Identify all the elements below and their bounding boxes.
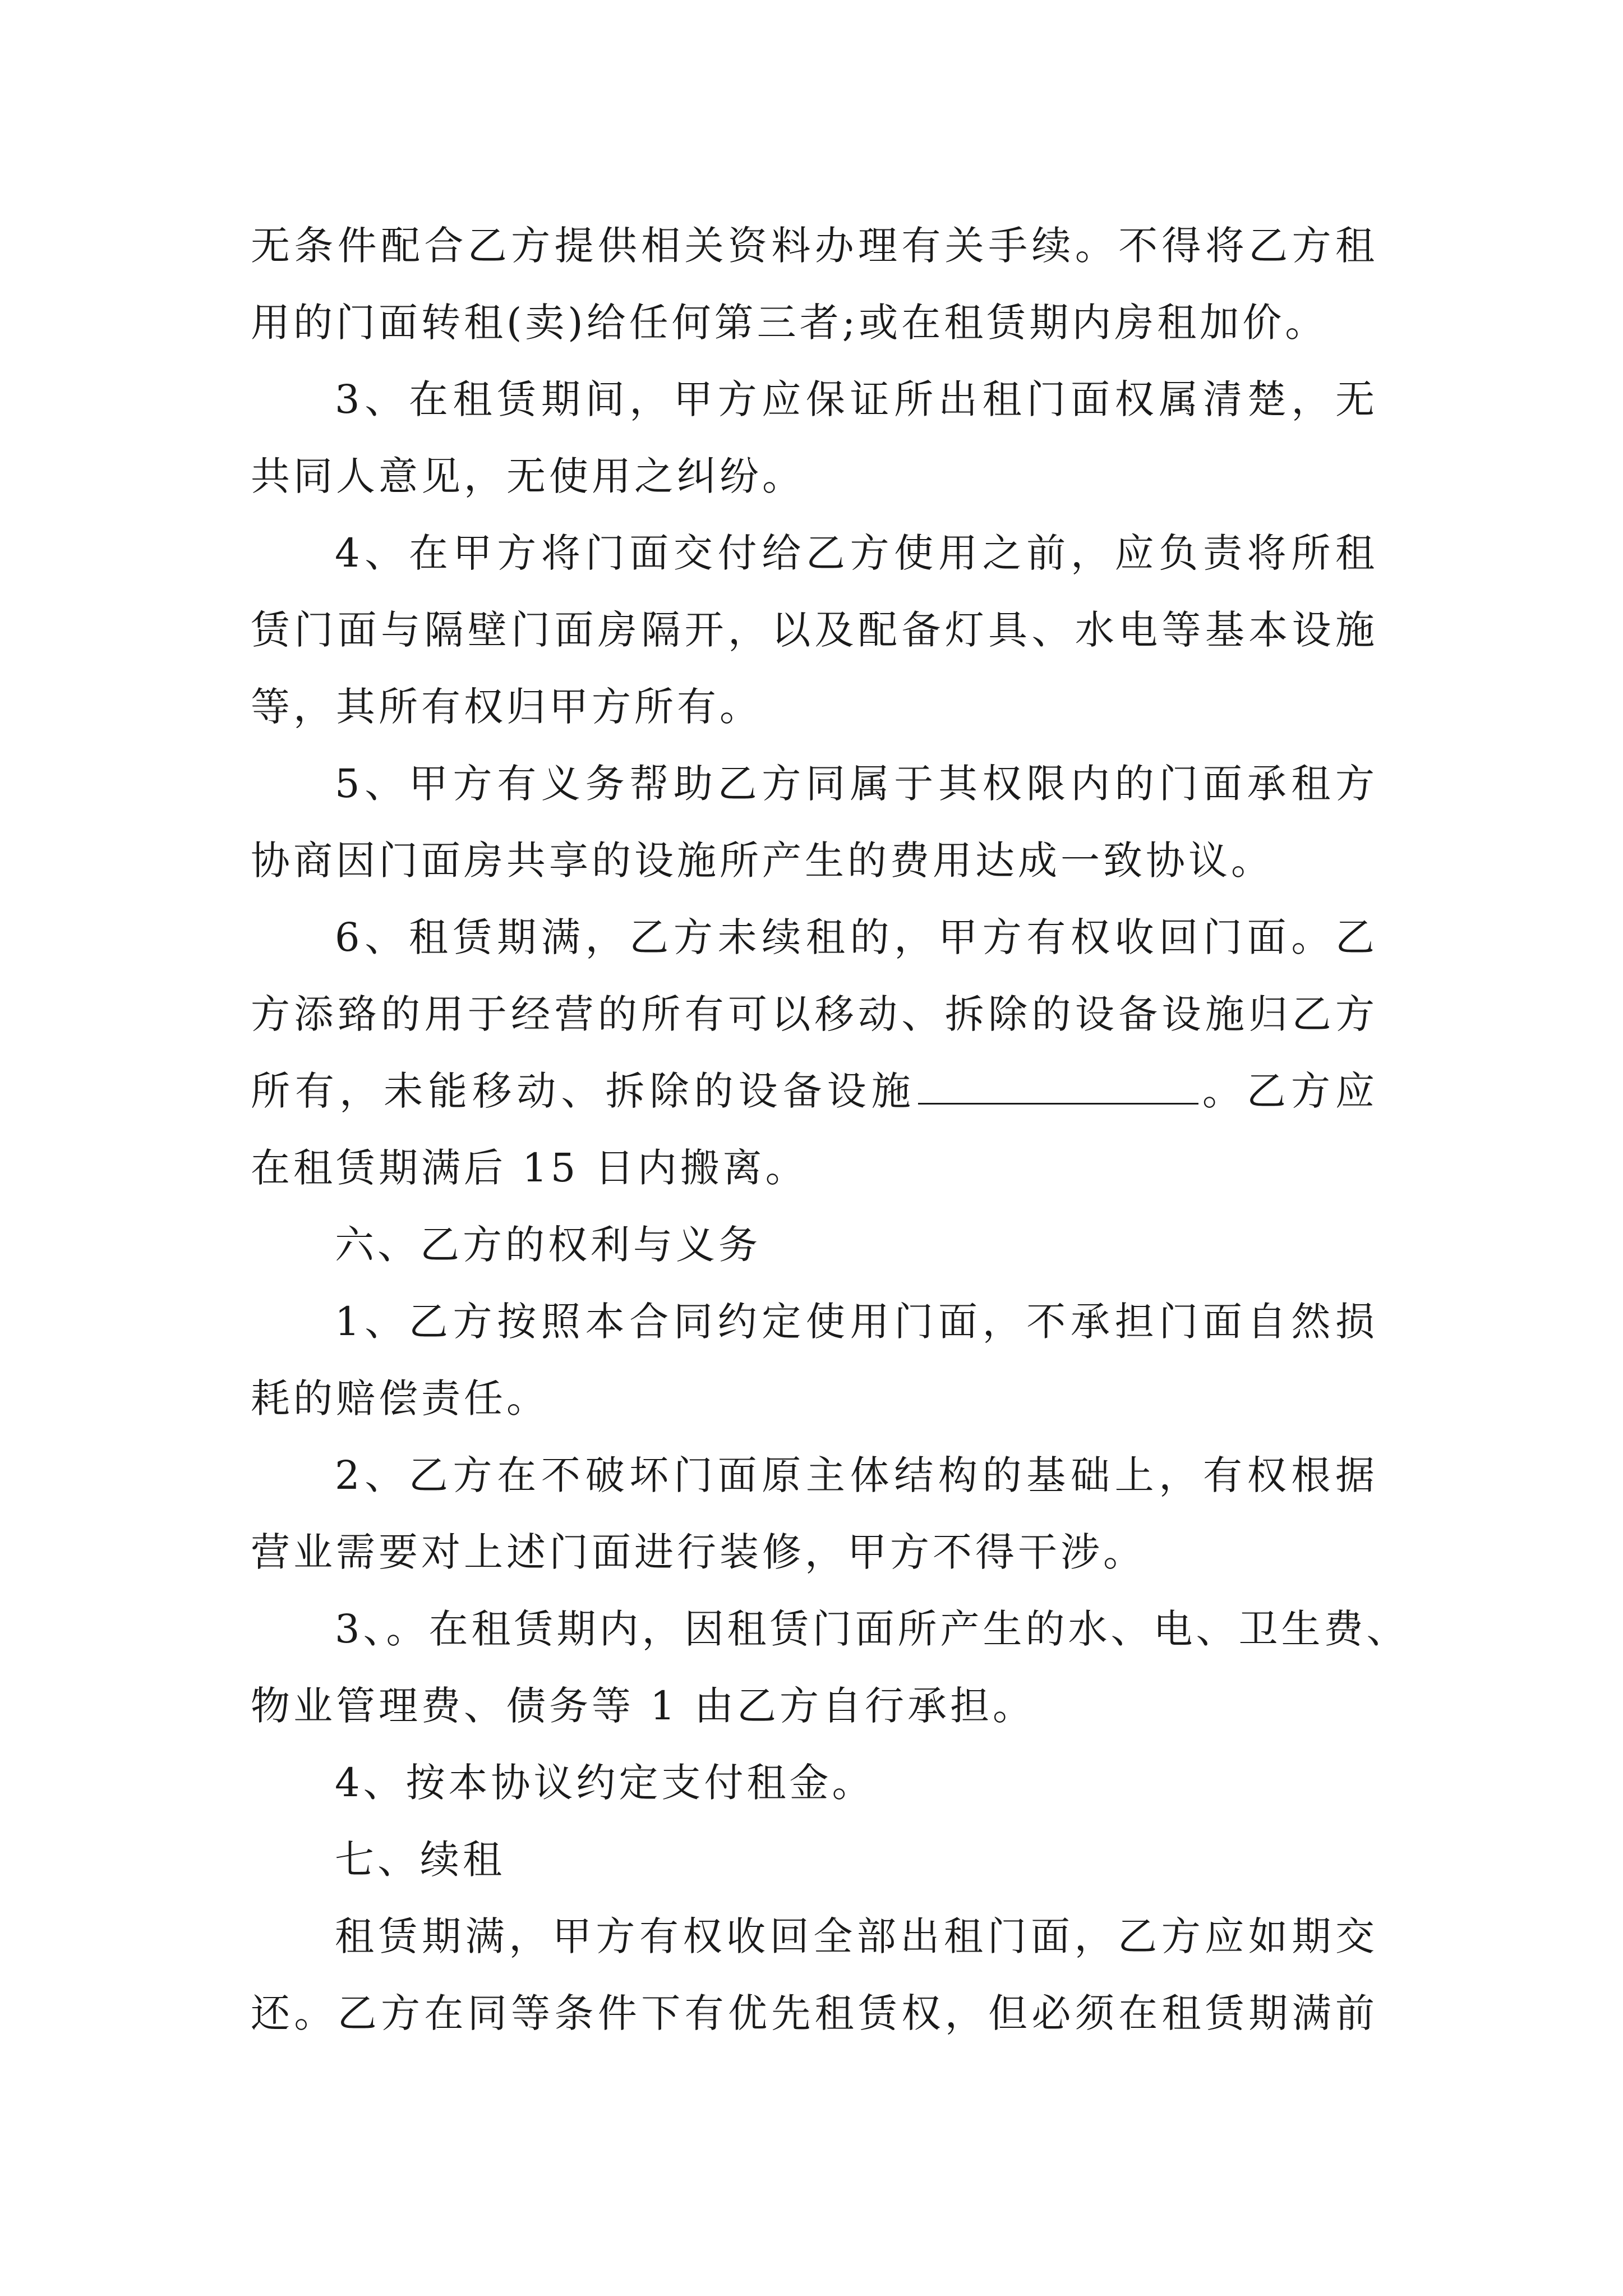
text-line: 租赁期满，甲方有权收回全部出租门面，乙方应如期交 xyxy=(335,1913,1378,1959)
text-line: 等，其所有权归甲方所有。 xyxy=(251,684,762,730)
text-line: 共同人意见，无使用之纠纷。 xyxy=(251,453,805,499)
text-line: 耗的赔偿责任。 xyxy=(251,1375,549,1421)
text-line: 6、租赁期满，乙方未续租的，甲方有权收回门面。乙 xyxy=(335,914,1378,960)
paragraph xyxy=(251,1283,1378,1437)
section-heading xyxy=(251,1207,1378,1283)
text-line: 还。乙方在同等条件下有优先租赁权，但必须在租赁期满前 xyxy=(251,1990,1378,2036)
text-line: 4、在甲方将门面交付给乙方使用之前，应负责将所租 xyxy=(335,530,1378,576)
section-heading xyxy=(251,1821,1378,1898)
fill-in-blank xyxy=(918,1069,1198,1105)
text-line: 赁门面与隔壁门面房隔开，以及配备灯具、水电等基本设施 xyxy=(251,607,1378,653)
text-line: 在租赁期满后 15 日内搬离。 xyxy=(251,1145,808,1191)
text-line: 六、乙方的权利与义务 xyxy=(335,1222,761,1268)
document-body xyxy=(251,208,1409,2052)
text-line: 营业需要对上述门面进行装修，甲方不得干涉。 xyxy=(251,1529,1146,1575)
text-line: 用的门面转租(卖)给任何第三者;或在租赁期内房租加价。 xyxy=(251,300,1328,346)
text-line: 物业管理费、债务等 1 由乙方自行承担。 xyxy=(251,1683,1036,1729)
text-line: 2、乙方在不破坏门面原主体结构的基础上，有权根据 xyxy=(335,1452,1378,1498)
paragraph xyxy=(251,1898,1378,2052)
text-line: 1、乙方按照本合同约定使用门面，不承担门面自然损 xyxy=(335,1299,1378,1345)
paragraph xyxy=(251,515,1378,746)
paragraph xyxy=(251,746,1378,899)
paragraph xyxy=(251,361,1378,515)
paragraph xyxy=(251,899,1378,1207)
paragraph xyxy=(251,1591,1409,1745)
text-line: 协商因门面房共享的设施所产生的费用达成一致协议。 xyxy=(251,838,1274,884)
paragraph xyxy=(251,1437,1378,1591)
text-line: 无条件配合乙方提供相关资料办理有关手续。不得将乙方租 xyxy=(251,223,1378,269)
text-line: 4、按本协议约定支付租金。 xyxy=(335,1760,875,1806)
paragraph xyxy=(251,1745,1378,1821)
text-segment: 。乙方应 xyxy=(1200,1068,1378,1114)
text-line: 5、甲方有义务帮助乙方同属于其权限内的门面承租方 xyxy=(335,761,1378,807)
paragraph xyxy=(251,208,1378,361)
text-line: 七、续租 xyxy=(335,1837,505,1883)
text-line: 方添臵的用于经营的所有可以移动、拆除的设备设施归乙方 xyxy=(251,991,1378,1037)
text-segment: 所有，未能移动、拆除的设备设施 xyxy=(251,1068,916,1114)
text-line: 3、在租赁期间，甲方应保证所出租门面权属清楚，无 xyxy=(335,376,1378,422)
text-line-with-blank xyxy=(251,1053,1378,1130)
text-line: 3、。在租赁期内，因租赁门面所产生的水、电、卫生费、 xyxy=(335,1606,1409,1652)
